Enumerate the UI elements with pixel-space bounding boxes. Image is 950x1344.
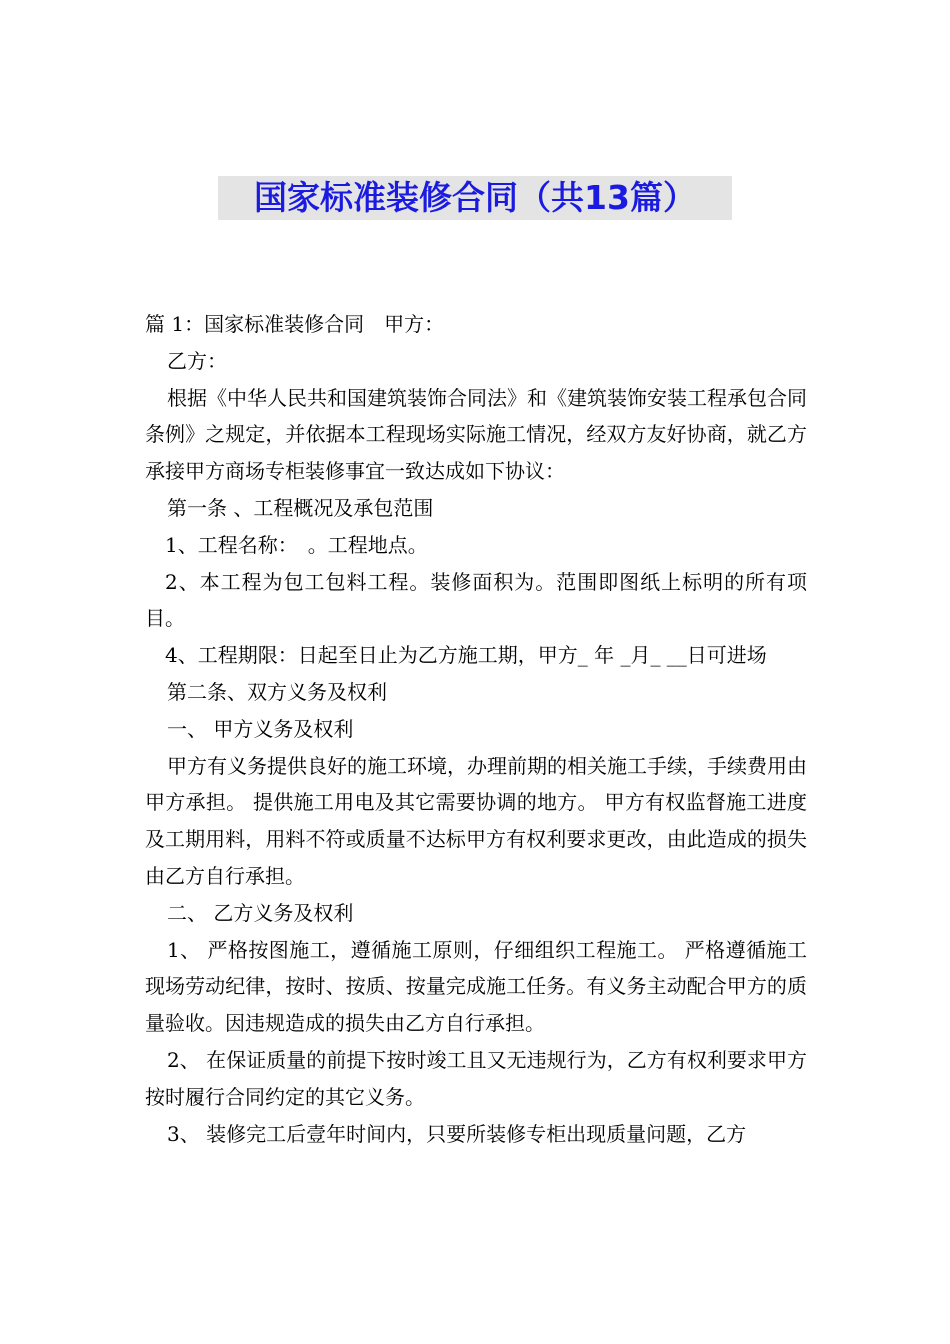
paragraph: 2、 在保证质量的前提下按时竣工且又无违规行为，乙方有权利要求甲方按时履行合同约定的其它义务。	[145, 1047, 807, 1109]
paragraph-heading: 篇 1：国家标准装修合同 甲方：	[145, 312, 445, 336]
paragraph: 3、 装修完工后壹年时间内，只要所装修专柜出现质量问题，乙方	[167, 1121, 747, 1146]
paragraph: 甲方有义务提供良好的施工环境，办理前期的相关施工手续，手续费用由甲方承担。 提供施工用电及其它需要协调的地方。 甲方有权监督施工进度及工期用料，用料不符或质量不达标甲方有权利要求更改，由此造成的损失由乙方自行承担。	[145, 753, 807, 888]
document-title: 国家标准装修合同（共13篇）	[254, 178, 696, 217]
paragraph: 1、工程名称： 。工程地点。	[165, 532, 428, 557]
paragraph: 2、本工程为包工包料工程。装修面积为。范围即图纸上标明的所有项目。	[145, 569, 807, 631]
paragraph: 乙方：	[167, 348, 227, 373]
paragraph: 1、 严格按图施工，遵循施工原则，仔细组织工程施工。 严格遵循施工现场劳动纪律，按时、按质、按量完成施工任务。有义务主动配合甲方的质量验收。因违规造成的损失由乙方自行承担。	[145, 937, 807, 1036]
document-body	[145, 306, 807, 1152]
paragraph: 4、工程期限：日起至日止为乙方施工期，甲方_ 年 _月_ __日可进场	[165, 643, 767, 668]
paragraph: 第一条 、工程概况及承包范围	[167, 495, 434, 520]
paragraph: 第二条、双方义务及权利	[167, 679, 387, 704]
title-highlight	[218, 176, 732, 220]
paragraph: 一、 甲方义务及权利	[167, 716, 354, 741]
paragraph: 二、 乙方义务及权利	[167, 900, 354, 925]
paragraph: 根据《中华人民共和国建筑装饰合同法》和《建筑装饰安装工程承包合同条例》之规定，并依据本工程现场实际施工情况，经双方友好协商，就乙方承接甲方商场专柜装修事宜一致达成如下协议：	[145, 385, 807, 484]
